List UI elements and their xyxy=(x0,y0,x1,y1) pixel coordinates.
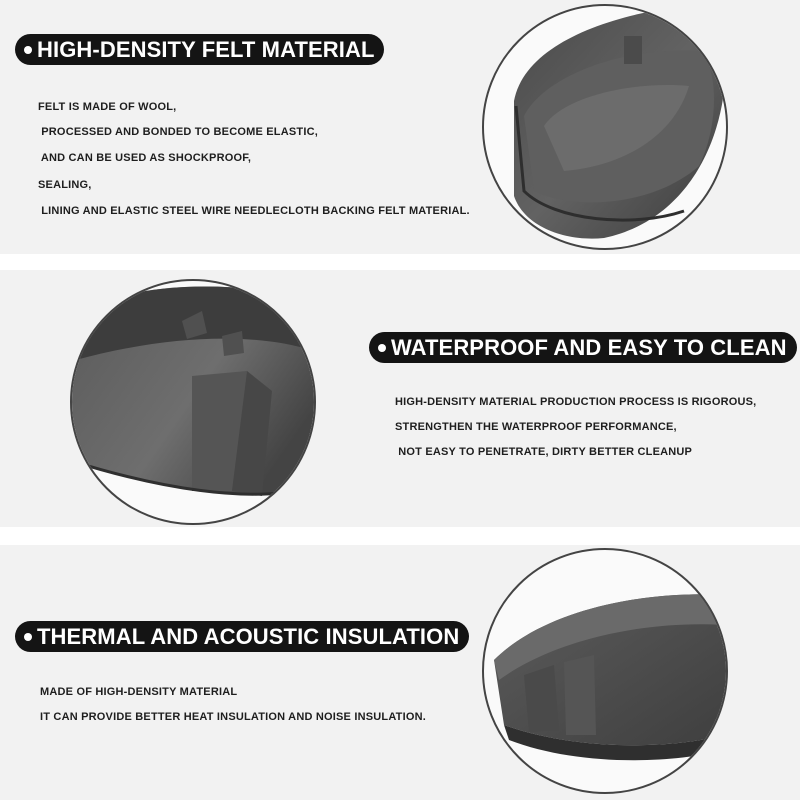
section-insulation xyxy=(0,545,800,800)
bullet-dot-icon xyxy=(24,633,32,641)
bullet-dot-icon xyxy=(24,46,32,54)
section-heading xyxy=(15,34,384,65)
description-line: PROCESSED AND BONDED TO BECOME ELASTIC, xyxy=(38,126,318,138)
heading-text: HIGH-DENSITY FELT MATERIAL xyxy=(37,36,375,62)
waterproof-closeup-image xyxy=(70,279,316,525)
description-line: HIGH-DENSITY MATERIAL PRODUCTION PROCESS IS RIGOROUS, xyxy=(395,396,757,408)
section-heading xyxy=(15,621,469,652)
felt-closeup-image xyxy=(482,4,728,250)
description-line: FELT IS MADE OF WOOL, xyxy=(38,101,177,113)
section-waterproof xyxy=(0,270,800,527)
section-felt-material xyxy=(0,0,800,254)
description-line: MADE OF HIGH-DENSITY MATERIAL xyxy=(40,686,238,698)
insulation-closeup-image xyxy=(482,548,728,794)
section-heading xyxy=(369,332,797,363)
description-line: NOT EASY TO PENETRATE, DIRTY BETTER CLEANUP xyxy=(395,446,693,458)
heading-text: WATERPROOF AND EASY TO CLEAN xyxy=(391,334,787,360)
bullet-dot-icon xyxy=(378,344,386,352)
heading-text: THERMAL AND ACOUSTIC INSULATION xyxy=(37,623,460,649)
description-line: LINING AND ELASTIC STEEL WIRE NEEDLECLOTH BACKING FELT MATERIAL. xyxy=(38,205,470,217)
description-line: IT CAN PROVIDE BETTER HEAT INSULATION AND NOISE INSULATION. xyxy=(40,711,427,723)
description-line: SEALING, xyxy=(38,179,92,191)
description-line: AND CAN BE USED AS SHOCKPROOF, xyxy=(38,152,252,164)
description-line: STRENGTHEN THE WATERPROOF PERFORMANCE, xyxy=(395,421,677,433)
